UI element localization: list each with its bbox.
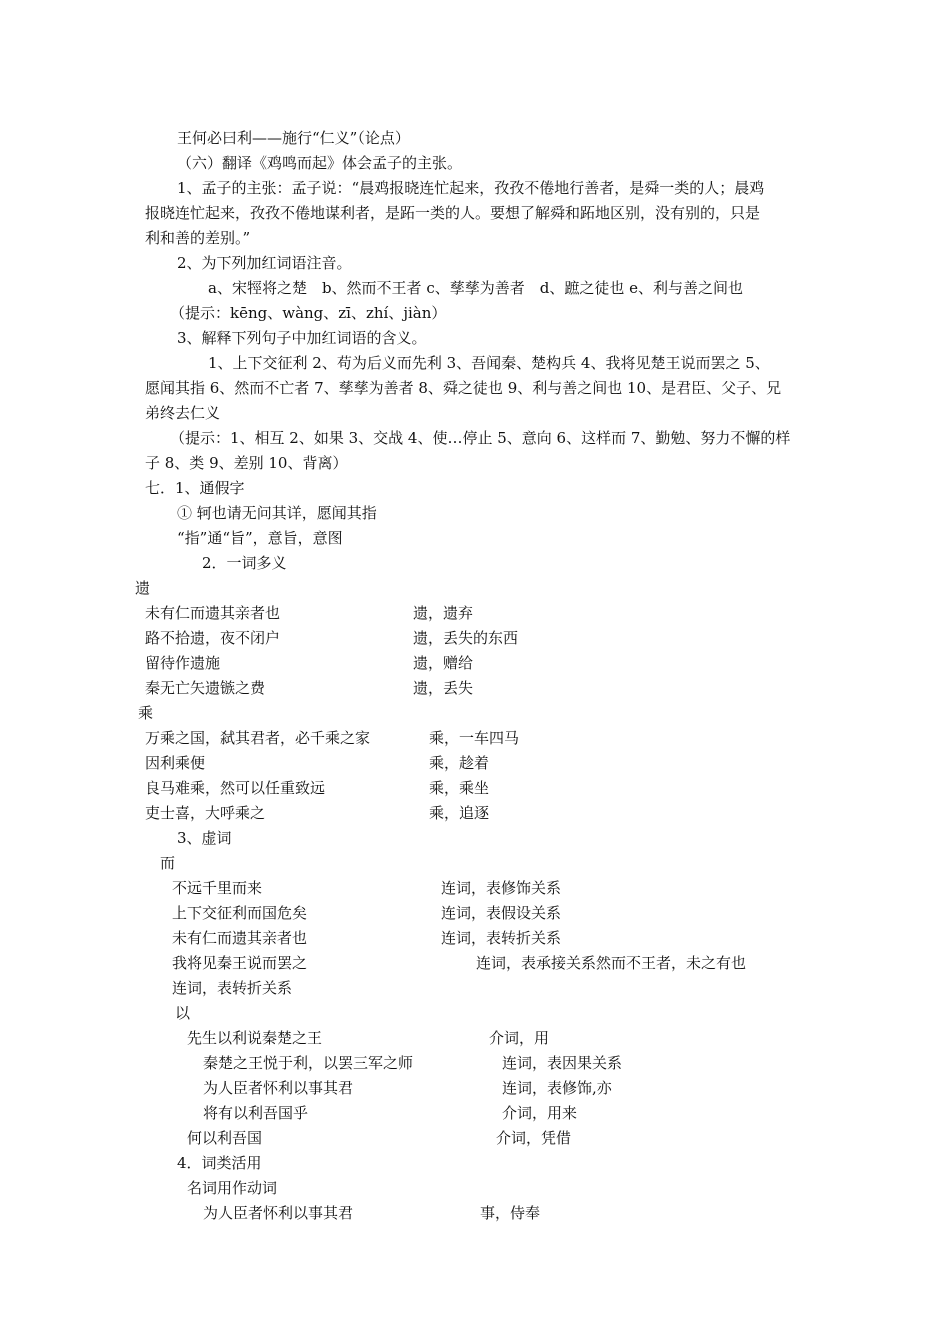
text-line: ① 轲也请无问其详，愿闻其指 xyxy=(177,504,377,522)
example-sentence: 留待作遗施 xyxy=(145,654,221,672)
text-line: 利和善的差别。” xyxy=(145,229,251,247)
text-line: 1、孟子的主张：孟子说：“晨鸡报晓连忙起来，孜孜不倦地行善者，是舜一类的人；晨鸡 xyxy=(177,179,765,197)
text-line: 3、解释下列句子中加红词语的含义。 xyxy=(177,329,427,347)
text-line: 王何必曰利——施行“仁义”（论点） xyxy=(177,129,410,147)
example-sentence: 为人臣者怀利以事其君 xyxy=(203,1079,354,1097)
example-sentence: 先生以利说秦楚之王 xyxy=(187,1029,323,1047)
definition: 遗，遗弃 xyxy=(413,604,474,622)
example-sentence: 未有仁而遗其亲者也 xyxy=(145,604,281,622)
definition: 事，侍奉 xyxy=(480,1204,541,1222)
example-sentence: 我将见秦王说而罢之 xyxy=(172,954,308,972)
hint-line: 子 8、类 9、差别 10、背离） xyxy=(145,454,348,472)
text-line: 弟终去仁义 xyxy=(145,404,221,422)
term-heading: 乘 xyxy=(138,704,154,722)
term-heading: 遗 xyxy=(135,579,151,597)
definition: 连词，表修饰,亦 xyxy=(502,1079,612,1097)
example-sentence: 路不拾遗，夜不闭户 xyxy=(145,629,281,647)
hint-line: （提示：1、相互 2、如果 3、交战 4、使…停止 5、意向 6、这样而 7、勤勉、努力不懈的样 xyxy=(170,429,791,447)
text-line: 愿闻其指 6、然而不亡者 7、孳孳为善者 8、舜之徒也 9、利与善之间也 10、是君臣、父子、兄 xyxy=(145,379,782,397)
text-line: “指”通“旨”，意旨，意图 xyxy=(177,529,343,547)
text-line: 报晓连忙起来，孜孜不倦地谋利者，是跖一类的人。要想了解舜和跖地区别，没有别的，只是 xyxy=(145,204,761,222)
term-heading: 名词用作动词 xyxy=(187,1179,278,1197)
definition: 遗，丢失 xyxy=(413,679,474,697)
example-sentence: 将有以利吾国乎 xyxy=(203,1104,309,1122)
text-line: a、宋牼将之楚 b、然而不王者 c、孳孳为善者 d、蹠之徒也 e、利与善之间也 xyxy=(208,279,743,297)
text-line: 1、上下交征利 2、苟为后义而先利 3、吾闻秦、楚构兵 4、我将见楚王说而罢之 5、 xyxy=(208,354,770,372)
example-sentence: 未有仁而遗其亲者也 xyxy=(172,929,308,947)
section-heading: 2．一词多义 xyxy=(202,554,287,572)
hint-line: （提示：kēng、wàng、zī、zhí、jiàn） xyxy=(170,304,447,322)
definition: 遗，赠给 xyxy=(413,654,474,672)
definition: 乘，乘坐 xyxy=(429,779,490,797)
section-heading: 3、虚词 xyxy=(177,829,232,847)
example-sentence: 良马难乘，然可以任重致远 xyxy=(145,779,326,797)
definition: 连词，表转折关系 xyxy=(172,979,293,997)
section-heading: （六）翻译《鸡鸣而起》体会孟子的主张。 xyxy=(177,154,463,172)
term-heading: 而 xyxy=(160,854,176,872)
definition: 乘，追逐 xyxy=(429,804,490,822)
section-heading: 七．1、通假字 xyxy=(145,479,245,497)
definition: 连词，表修饰关系 xyxy=(441,879,562,897)
example-sentence: 秦楚之王悦于利，以罢三军之师 xyxy=(203,1054,414,1072)
example-sentence: 何以利吾国 xyxy=(187,1129,263,1147)
definition: 介词，用 xyxy=(489,1029,550,1047)
term-heading: 以 xyxy=(175,1004,191,1022)
definition: 遗，丢失的东西 xyxy=(413,629,519,647)
definition: 介词，用来 xyxy=(502,1104,578,1122)
definition: 连词，表承接关系然而不王者，未之有也 xyxy=(476,954,747,972)
example-sentence: 秦无亡矢遗镞之费 xyxy=(145,679,266,697)
example-sentence: 不远千里而来 xyxy=(172,879,263,897)
section-heading: 4．词类活用 xyxy=(177,1154,262,1172)
definition: 介词，凭借 xyxy=(496,1129,572,1147)
example-sentence: 吏士喜，大呼乘之 xyxy=(145,804,266,822)
definition: 连词，表因果关系 xyxy=(502,1054,623,1072)
definition: 连词，表假设关系 xyxy=(441,904,562,922)
definition: 乘，趁着 xyxy=(429,754,490,772)
definition: 连词，表转折关系 xyxy=(441,929,562,947)
example-sentence: 为人臣者怀利以事其君 xyxy=(203,1204,354,1222)
example-sentence: 上下交征利而国危矣 xyxy=(172,904,308,922)
example-sentence: 因利乘便 xyxy=(145,754,206,772)
definition: 乘，一车四马 xyxy=(429,729,520,747)
text-line: 2、为下列加红词语注音。 xyxy=(177,254,352,272)
example-sentence: 万乘之国，弑其君者，必千乘之家 xyxy=(145,729,371,747)
